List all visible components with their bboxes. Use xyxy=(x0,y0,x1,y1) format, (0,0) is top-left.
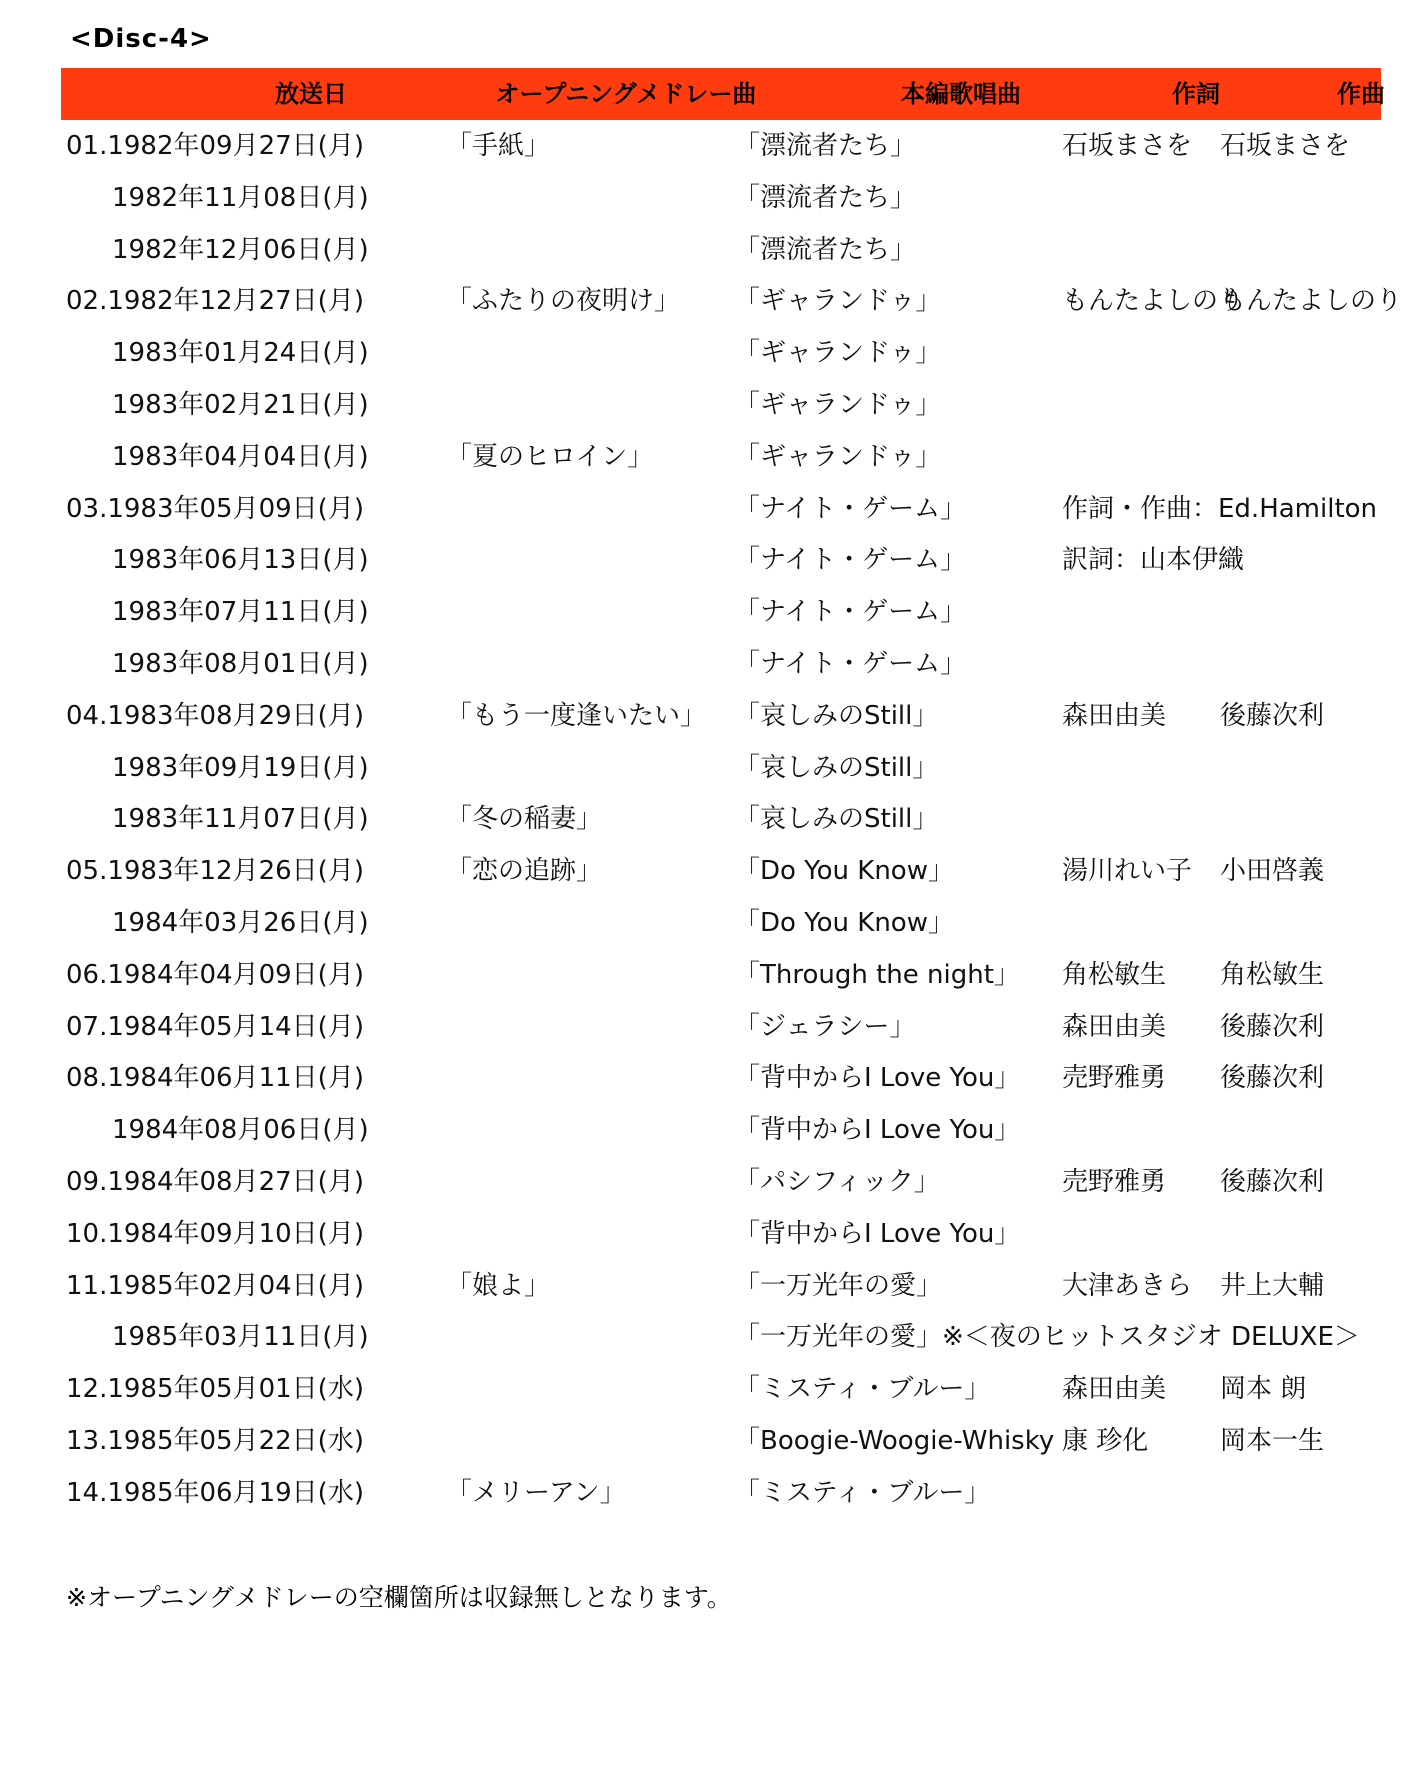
lyricist-cell: 森田由美 xyxy=(1062,1374,1167,1405)
opening-cell: 「もう一度逢いたい」 xyxy=(446,700,707,731)
disc-title: <Disc-4> xyxy=(70,24,212,54)
table-row xyxy=(0,173,1422,225)
date-cell: 05.1983年12月26日(月) xyxy=(66,856,364,887)
composer-cell: 岡本 朗 xyxy=(1220,1374,1307,1405)
date-cell: 06.1984年04月09日(月) xyxy=(66,959,364,990)
song-cell: 「ナイト・ゲーム」 xyxy=(734,545,967,576)
lyricist-cell: 康 珍化 xyxy=(1062,1425,1149,1456)
date-cell: 1985年03月11日(月) xyxy=(112,1322,369,1353)
song-cell: 「背中からI Love You」 xyxy=(734,1063,1021,1094)
song-cell: 「漂流者たち」 xyxy=(734,182,917,213)
date-cell: 1983年02月21日(月) xyxy=(112,389,369,420)
lyricist-cell: 森田由美 xyxy=(1062,700,1167,731)
composer-cell: 石坂まさを xyxy=(1220,131,1351,161)
song-cell: 「哀しみのStill」 xyxy=(734,700,939,731)
song-cell: 「Boogie-Woogie-Whisky xyxy=(734,1425,1055,1456)
table-row xyxy=(0,535,1422,587)
date-cell: 01.1982年09月27日(月) xyxy=(66,131,364,161)
date-cell: 1982年11月08日(月) xyxy=(112,182,369,213)
table-row xyxy=(0,484,1422,536)
composer-cell: 後藤次利 xyxy=(1220,1063,1325,1094)
song-cell: 「漂流者たち」 xyxy=(734,234,917,265)
table-row xyxy=(0,794,1422,846)
broadcast-table xyxy=(0,121,1422,1520)
composer-cell: 小田啓義 xyxy=(1220,856,1325,887)
date-cell: 1983年07月11日(月) xyxy=(112,597,369,628)
lyricist-cell: 売野雅勇 xyxy=(1062,1166,1167,1197)
table-row xyxy=(0,1261,1422,1313)
table-row xyxy=(0,121,1422,173)
song-cell: 「ミスティ・ブルー」 xyxy=(734,1477,991,1508)
lyricist-cell: 大津あきら xyxy=(1062,1270,1193,1301)
table-row xyxy=(0,639,1422,691)
opening-cell: 「恋の追跡」 xyxy=(446,856,603,887)
table-row xyxy=(0,432,1422,484)
opening-cell: 「メリーアン」 xyxy=(446,1477,626,1508)
table-row xyxy=(0,1364,1422,1416)
header-composer: 作曲 xyxy=(1337,80,1385,108)
table-header xyxy=(61,68,1385,120)
table-row xyxy=(0,1416,1422,1468)
date-cell: 1983年09月19日(月) xyxy=(112,752,369,783)
header-song: 本編歌唱曲 xyxy=(901,80,1021,108)
song-cell: 「漂流者たち」 xyxy=(734,131,917,161)
song-cell: 「ギャランドゥ」 xyxy=(734,441,942,472)
opening-cell: 「娘よ」 xyxy=(446,1270,551,1301)
composer-cell: 後藤次利 xyxy=(1220,1166,1325,1197)
song-cell: 「哀しみのStill」 xyxy=(734,804,939,835)
table-row xyxy=(0,380,1422,432)
song-cell: 「Do You Know」 xyxy=(734,856,954,887)
song-cell: 「ナイト・ゲーム」 xyxy=(734,648,967,679)
song-cell: 「ギャランドゥ」 xyxy=(734,338,942,369)
date-cell: 02.1982年12月27日(月) xyxy=(66,286,364,317)
composer-cell: もんたよしのり xyxy=(1220,286,1403,317)
opening-cell: 「夏のヒロイン」 xyxy=(446,441,654,472)
date-cell: 1984年03月26日(月) xyxy=(112,907,369,938)
date-cell: 08.1984年06月11日(月) xyxy=(66,1063,364,1094)
date-cell: 1984年08月06日(月) xyxy=(112,1115,369,1146)
date-cell: 12.1985年05月01日(水) xyxy=(66,1374,364,1405)
song-cell: 「一万光年の愛」※＜夜のヒットスタジオ DELUXE＞ xyxy=(734,1322,1360,1353)
table-row xyxy=(0,898,1422,950)
song-cell: 「哀しみのStill」 xyxy=(734,752,939,783)
date-cell: 03.1983年05月09日(月) xyxy=(66,493,364,524)
date-cell: 1983年08月01日(月) xyxy=(112,648,369,679)
song-cell: 「一万光年の愛」 xyxy=(734,1270,943,1301)
song-cell: 「Do You Know」 xyxy=(734,907,954,938)
date-cell: 1983年04月04日(月) xyxy=(112,441,369,472)
date-cell: 10.1984年09月10日(月) xyxy=(66,1218,364,1249)
composer-cell: 後藤次利 xyxy=(1220,1011,1325,1042)
table-row xyxy=(0,328,1422,380)
song-cell: 「ギャランドゥ」 xyxy=(734,286,942,317)
date-cell: 07.1984年05月14日(月) xyxy=(66,1011,364,1042)
date-cell: 09.1984年08月27日(月) xyxy=(66,1166,364,1197)
table-row xyxy=(0,587,1422,639)
song-cell: 「ナイト・ゲーム」 xyxy=(734,493,967,524)
composer-cell: 井上大輔 xyxy=(1220,1270,1325,1301)
composer-cell: 角松敏生 xyxy=(1220,959,1325,990)
song-cell: 「パシフィック」 xyxy=(734,1166,940,1197)
lyricist-cell: 売野雅勇 xyxy=(1062,1063,1167,1094)
table-row xyxy=(0,1053,1422,1105)
header-date: 放送日 xyxy=(275,80,347,108)
table-row xyxy=(0,846,1422,898)
song-cell: 「ナイト・ゲーム」 xyxy=(734,597,967,628)
opening-cell: 「手紙」 xyxy=(446,131,551,161)
table-row xyxy=(0,691,1422,743)
date-cell: 04.1983年08月29日(月) xyxy=(66,700,364,731)
song-cell: 「ギャランドゥ」 xyxy=(734,389,942,420)
date-cell: 1983年11月07日(月) xyxy=(112,804,369,835)
composer-cell: 岡本一生 xyxy=(1220,1425,1325,1456)
table-row xyxy=(0,1105,1422,1157)
header-opening: オープニングメドレー曲 xyxy=(495,80,757,108)
header-lyricist: 作詞 xyxy=(1172,80,1220,108)
song-cell: 「ミスティ・ブルー」 xyxy=(734,1374,991,1405)
song-cell: 「背中からI Love You」 xyxy=(734,1218,1021,1249)
song-cell: 「背中からI Love You」 xyxy=(734,1115,1021,1146)
lyricist-cell: もんたよしのり xyxy=(1062,286,1245,317)
date-cell: 11.1985年02月04日(月) xyxy=(66,1270,364,1301)
table-row xyxy=(0,1157,1422,1209)
lyricist-cell: 訳詞：山本伊織 xyxy=(1062,545,1245,576)
date-cell: 13.1985年05月22日(水) xyxy=(66,1425,364,1456)
table-row xyxy=(0,225,1422,277)
date-cell: 1982年12月06日(月) xyxy=(112,234,369,265)
lyricist-cell: 森田由美 xyxy=(1062,1011,1167,1042)
opening-cell: 「ふたりの夜明け」 xyxy=(446,286,681,317)
song-cell: 「ジェラシー」 xyxy=(734,1011,916,1042)
table-row xyxy=(0,276,1422,328)
table-row xyxy=(0,1312,1422,1364)
song-cell: 「Through the night」 xyxy=(734,959,1020,990)
composer-cell: 後藤次利 xyxy=(1220,700,1325,731)
lyricist-cell: 石坂まさを xyxy=(1062,131,1193,161)
lyricist-cell: 湯川れい子 xyxy=(1062,856,1193,887)
table-row xyxy=(0,743,1422,795)
date-cell: 1983年06月13日(月) xyxy=(112,545,369,576)
table-row xyxy=(0,950,1422,1002)
table-row xyxy=(0,1468,1422,1520)
lyricist-cell: 作詞・作曲：Ed.Hamilton xyxy=(1062,493,1378,524)
lyricist-cell: 角松敏生 xyxy=(1062,959,1167,990)
date-cell: 1983年01月24日(月) xyxy=(112,338,369,369)
table-row xyxy=(0,1209,1422,1261)
date-cell: 14.1985年06月19日(水) xyxy=(66,1477,364,1508)
table-row xyxy=(0,1002,1422,1054)
opening-cell: 「冬の稲妻」 xyxy=(446,804,603,835)
footnote: ※オープニングメドレーの空欄箇所は収録無しとなります。 xyxy=(66,1583,732,1612)
